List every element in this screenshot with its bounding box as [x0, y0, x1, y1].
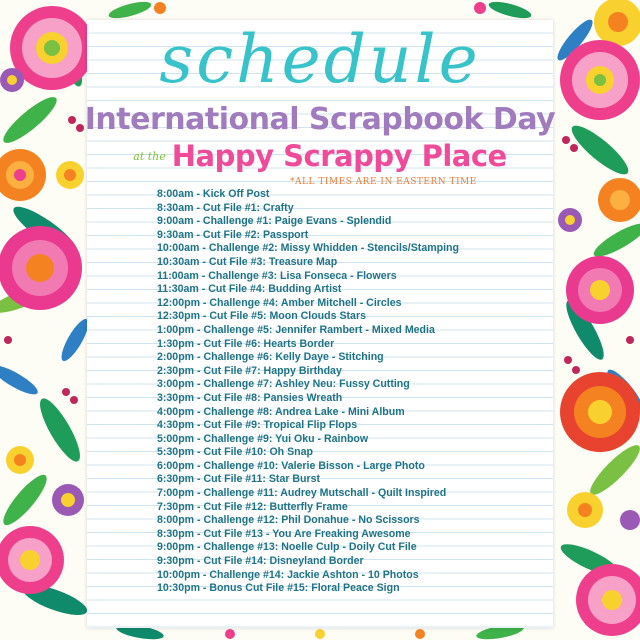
at-the-label: at the: [133, 149, 166, 163]
timezone-note: *ALL TIMES ARE IN EASTERN TIME: [290, 177, 477, 187]
schedule-item: 9:30pm - Cut File #14: Disneyland Border: [157, 555, 364, 568]
schedule-item: 10:30am - Cut File #3: Treasure Map: [157, 255, 338, 268]
schedule-item: 1:30pm - Cut File #6: Hearts Border: [157, 337, 335, 350]
schedule-item: 5:00pm - Challenge #9: Yui Oku - Rainbow: [157, 432, 369, 445]
schedule-item: 7:00pm - Challenge #11: Audrey Mutschall - Quilt Inspired: [157, 487, 447, 500]
schedule-item: 4:00pm - Challenge #8: Andrea Lake - Mini Album: [157, 405, 405, 418]
schedule-item: 12:00pm - Challenge #4: Amber Mitchell - Circles: [157, 296, 402, 309]
orange-flower-icon: [598, 178, 640, 222]
schedule-item: 10:00pm - Challenge #14: Jackie Ashton - 10 Photos: [157, 568, 419, 581]
schedule-item: 6:00pm - Challenge #10: Valerie Bisson - Large Photo: [157, 459, 425, 472]
schedule-item: 8:00pm - Challenge #12: Phil Donahue - No Scissors: [157, 514, 420, 527]
location-title: Happy Scrappy Place: [171, 139, 507, 173]
schedule-list: [157, 188, 459, 596]
schedule-item: 9:00pm - Challenge #13: Noelle Culp - Doily Cut File: [157, 541, 417, 554]
schedule-item: 9:00am - Challenge #1: Paige Evans - Splendid: [157, 215, 392, 228]
schedule-item: 2:00pm - Challenge #6: Kelly Daye - Stitching: [157, 351, 384, 364]
schedule-item: 11:00am - Challenge #3: Lisa Fonseca - Flowers: [157, 269, 397, 282]
red-flower-icon: [560, 372, 640, 452]
location-row: [0, 138, 640, 174]
schedule-item: 7:30pm - Cut File #12: Butterfly Frame: [157, 500, 348, 513]
schedule-item: 4:30pm - Cut File #9: Tropical Flip Flops: [157, 419, 358, 432]
yellow-flower-icon: [567, 492, 603, 528]
schedule-item: 10:00am - Challenge #2: Missy Whidden - Stencils/Stamping: [157, 242, 459, 255]
schedule-item: 8:00am - Kick Off Post: [157, 188, 270, 200]
schedule-item: 8:30am - Cut File #1: Crafty: [157, 201, 294, 214]
schedule-item: 6:30pm - Cut File #11: Star Burst: [157, 473, 321, 486]
schedule-item: 8:30pm - Cut File #13 - You Are Freaking Awesome: [157, 527, 411, 540]
page-title: schedule: [159, 21, 481, 98]
schedule-item: 3:00pm - Challenge #7: Ashley Neu: Fussy Cutting: [157, 378, 410, 391]
schedule-item: 9:30am - Cut File #2: Passport: [157, 228, 309, 241]
magenta-flower-icon: [0, 226, 82, 310]
schedule-item: 12:30pm - Cut File #5: Moon Clouds Stars: [157, 310, 366, 323]
schedule-item: 5:30pm - Cut File #10: Oh Snap: [157, 446, 313, 459]
event-title: International Scrapbook Day: [84, 102, 556, 137]
magenta-flower-icon: [566, 256, 634, 324]
schedule-item: 2:30pm - Cut File #7: Happy Birthday: [157, 364, 342, 377]
schedule-item: 1:00pm - Challenge #5: Jennifer Rambert - Mixed Media: [157, 323, 435, 336]
schedule-item: 11:30am - Cut File #4: Budding Artist: [157, 283, 342, 296]
schedule-item: 10:30pm - Bonus Cut File #15: Floral Peace Sign: [157, 582, 400, 595]
schedule-item: 3:30pm - Cut File #8: Pansies Wreath: [157, 391, 343, 404]
